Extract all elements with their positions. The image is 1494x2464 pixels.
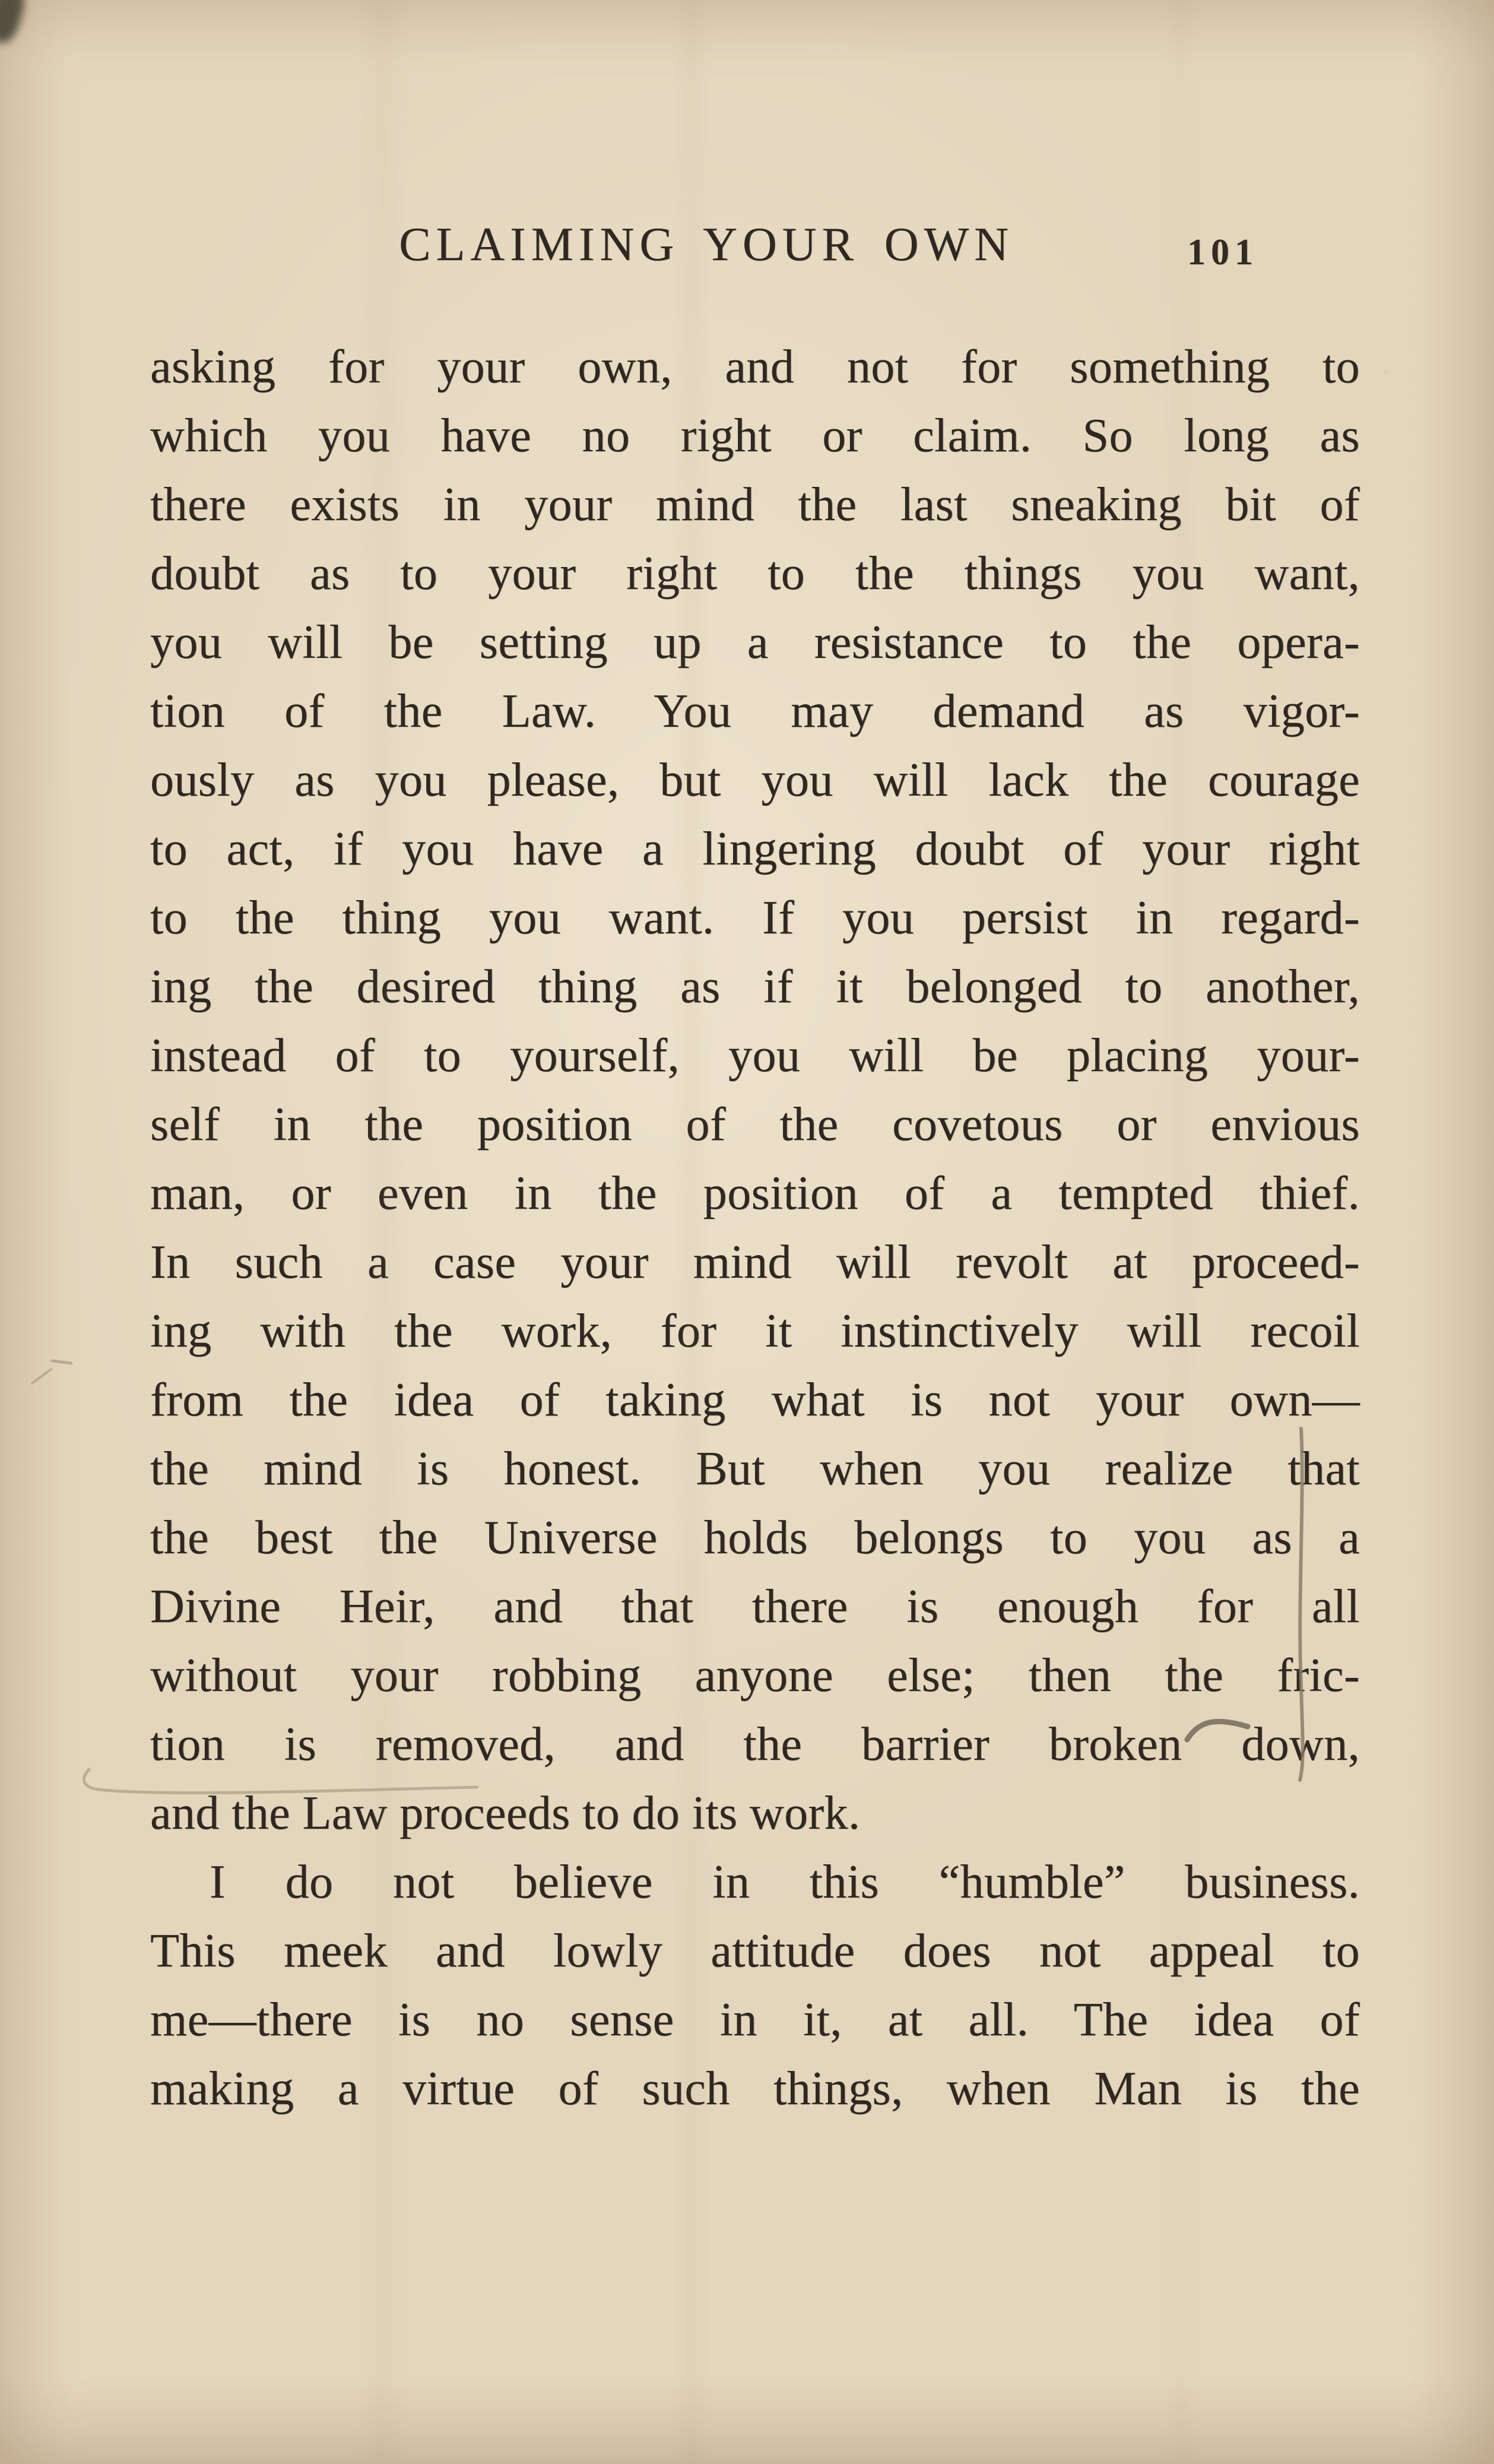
text-line: In such a case your mind will revolt at proceed-	[150, 1236, 1360, 1288]
page-number: 101	[1187, 232, 1258, 273]
text-line: me—there is no sense in it, at all. The idea of	[150, 1994, 1360, 2046]
paper-speck	[368, 986, 372, 989]
text-line: tion of the Law. You may demand as vigor-	[150, 685, 1360, 737]
text-line: ously as you please, but you will lack the courage	[150, 754, 1360, 806]
running-header-title: CLAIMING YOUR OWN	[399, 218, 1014, 271]
text-line: doubt as to your right to the things you want,	[150, 547, 1360, 600]
text-line: you will be setting up a resistance to the opera-	[150, 616, 1360, 669]
text-line: and the Law proceeds to do its work.	[150, 1787, 861, 1839]
text-line: asking for your own, and not for something to	[150, 341, 1360, 393]
text-line: without your robbing anyone else; then the fric-	[150, 1649, 1360, 1702]
text-line: from the idea of taking what is not your own—	[150, 1374, 1360, 1426]
text-line: ing the desired thing as if it belonged to another,	[150, 961, 1360, 1013]
body-text	[150, 332, 1360, 2123]
text-line: the best the Universe holds belongs to you as a	[150, 1512, 1360, 1564]
text-line: making a virtue of such things, when Man is the	[150, 2063, 1360, 2115]
text-line: there exists in your mind the last sneaking bit of	[150, 479, 1360, 531]
text-line: to the thing you want. If you persist in regard-	[150, 892, 1360, 944]
text-line: instead of to yourself, you will be placing your-	[150, 1030, 1360, 1082]
text-line: tion is removed, and the barrier broken down,	[150, 1718, 1360, 1771]
paper-speck	[1384, 371, 1388, 374]
text-line: This meek and lowly attitude does not appeal to	[150, 1925, 1360, 1977]
text-line: I do not believe in this “humble” business.	[210, 1856, 1360, 1908]
scan-corner-shadow	[0, 0, 28, 46]
text-line: ing with the work, for it instinctively will recoil	[150, 1305, 1360, 1357]
text-line: which you have no right or claim. So long as	[150, 410, 1360, 462]
text-line: to act, if you have a lingering doubt of your right	[150, 823, 1360, 875]
paragraph	[150, 332, 1360, 1848]
text-line: the mind is honest. But when you realize that	[150, 1443, 1360, 1495]
paragraph	[150, 1848, 1360, 2123]
text-line: man, or even in the position of a tempted thief.	[150, 1167, 1360, 1220]
text-line: self in the position of the covetous or envious	[150, 1098, 1360, 1151]
text-line: Divine Heir, and that there is enough for all	[150, 1581, 1360, 1633]
paper-speck	[873, 1471, 876, 1474]
pencil-mark-left-tick	[25, 1349, 78, 1396]
